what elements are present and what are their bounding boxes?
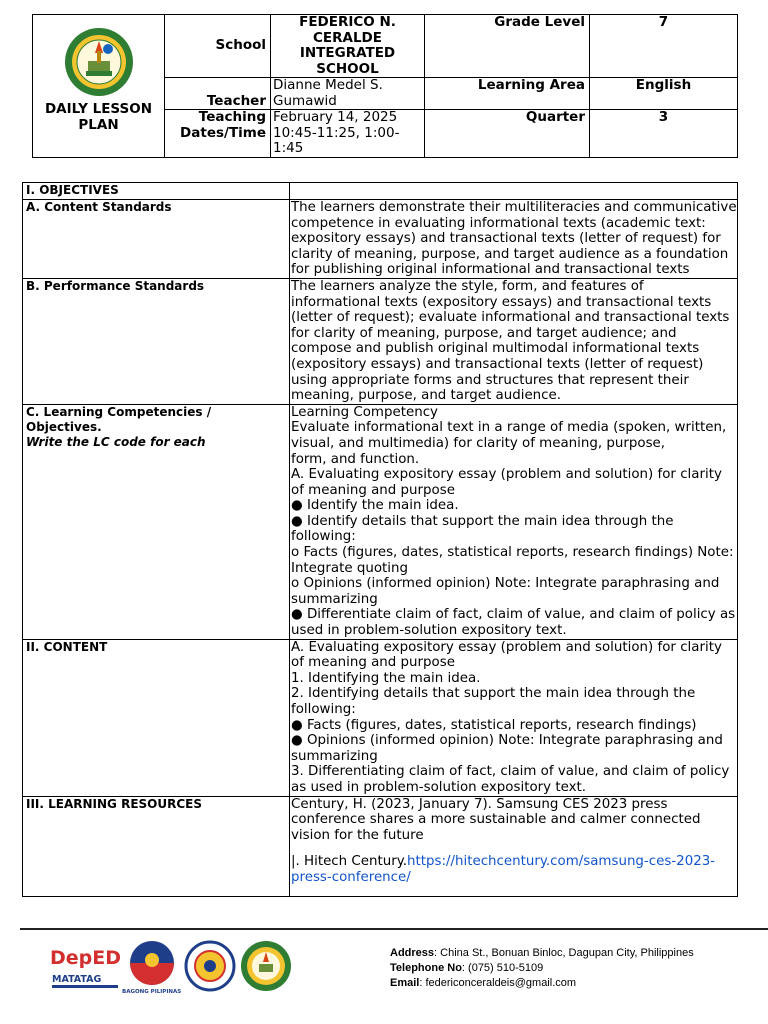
email-value[interactable]: : federiconceraldeis@gmail.com bbox=[419, 977, 577, 989]
school-logo-cell bbox=[33, 15, 165, 158]
resource-citation: Century, H. (2023, January 7). Samsung CES 2023 press conference shares a more sustainable and calmer connected vision for the future bbox=[291, 796, 701, 843]
telephone-label: Telephone No bbox=[390, 962, 462, 974]
objectives-heading: I. OBJECTIVES bbox=[23, 183, 290, 200]
lesson-plan-table bbox=[22, 182, 738, 897]
content-line: 1. Identifying the main idea. bbox=[291, 670, 481, 686]
matatag-logo-text: MATATAG bbox=[52, 974, 102, 985]
resource-source bbox=[291, 854, 737, 885]
grade-level-value: 7 bbox=[590, 15, 738, 78]
content-line: 2. Identifying details that support the main idea through the following: bbox=[291, 686, 696, 717]
school-seal-footer-logo bbox=[241, 941, 291, 991]
address-value: : China St., Bonuan Binloc, Dagupan City, Philippines bbox=[434, 947, 694, 959]
bagong-pilipinas-text: BAGONG PILIPINAS bbox=[122, 989, 182, 995]
competency-line: Learning Competency bbox=[291, 404, 438, 420]
content-standards-label: A. Content Standards bbox=[23, 200, 290, 279]
division-seal-logo bbox=[186, 942, 234, 990]
teacher-value: Dianne Medel S. Gumawid bbox=[271, 78, 425, 110]
competency-line: form, and function. bbox=[291, 451, 420, 467]
objectives-empty-cell bbox=[290, 183, 738, 200]
learning-area-value: English bbox=[590, 78, 738, 110]
resource-link[interactable]: https://hitechcentury.com/samsung-ces-2023-press-conference/ bbox=[291, 854, 716, 885]
teaching-dates-label: Teaching Dates/Time bbox=[165, 110, 271, 158]
learning-competencies-text bbox=[290, 404, 738, 639]
footer-divider bbox=[20, 928, 768, 930]
resource-source-prefix: |. Hitech Century. bbox=[291, 854, 407, 870]
learning-area-label: Learning Area bbox=[425, 78, 590, 110]
competency-line: ● Identify details that support the main idea through the following: bbox=[291, 513, 674, 545]
quarter-value: 3 bbox=[590, 110, 738, 158]
telephone-line bbox=[390, 961, 694, 976]
content-heading: II. CONTENT bbox=[23, 639, 290, 796]
bagong-pilipinas-logo bbox=[122, 941, 181, 995]
address-label: Address bbox=[390, 947, 435, 959]
learning-competencies-label-cell bbox=[23, 404, 290, 639]
address-line bbox=[390, 946, 694, 961]
deped-logo-text: DepED bbox=[50, 947, 122, 969]
lc-code-note: Write the LC code for each bbox=[26, 434, 206, 449]
learning-resources-heading: III. LEARNING RESOURCES bbox=[23, 796, 290, 896]
grade-level-label: Grade Level bbox=[425, 15, 590, 78]
performance-standards-label: B. Performance Standards bbox=[23, 278, 290, 404]
footer-contact-info bbox=[390, 946, 694, 991]
email-label: Email bbox=[390, 977, 420, 989]
performance-standards-text: The learners analyze the style, form, and features of informational texts (expository essays) and transactional texts (letter of request); evaluate informational and transactional texts for clarity of meaning, purpose, and target audience; and compose and publish original multimodal informational texts (expository essays) and transactional texts (letter of request) using appropriate forms and structures that represent their meaning, purpose, and target audience. bbox=[290, 278, 738, 404]
content-line: A. Evaluating expository essay (problem and solution) for clarity of meaning and purpose bbox=[291, 639, 722, 671]
email-line bbox=[390, 976, 694, 991]
competency-line: Evaluate informational text in a range of media (spoken, written, visual, and multimedia) for clarity of meaning, purpose, bbox=[291, 420, 727, 451]
competency-line: o Opinions (informed opinion) Note: Integrate paraphrasing and summarizing bbox=[291, 576, 720, 607]
content-standards-text: The learners demonstrate their multiliteracies and communicative competence in evaluating informational texts (academic text: expository essays) and transactional texts (letter of request) for clarity of meaning, purpose, and target audience as a foundation for publishing original informational and transactional texts bbox=[291, 200, 737, 278]
school-seal-logo bbox=[64, 27, 134, 97]
quarter-label: Quarter bbox=[425, 110, 590, 158]
telephone-value: : (075) 510-5109 bbox=[461, 962, 544, 974]
learning-resources-text bbox=[290, 796, 738, 896]
competency-line: ● Identify the main idea. bbox=[291, 498, 459, 514]
content-line: ● Opinions (informed opinion) Note: Integrate paraphrasing and summarizing bbox=[291, 733, 723, 764]
document-title: DAILY LESSON PLAN bbox=[44, 101, 153, 133]
school-label: School bbox=[165, 15, 271, 78]
competency-line: ● Differentiate claim of fact, claim of value, and claim of policy as used in problem-solution expository text. bbox=[291, 607, 736, 639]
content-line: 3. Differentiating claim of fact, claim of value, and claim of policy as used in problem-solution expository text. bbox=[291, 764, 730, 795]
competency-line: A. Evaluating expository essay (problem and solution) for clarity of meaning and purpose bbox=[291, 467, 722, 498]
teacher-label: Teacher bbox=[165, 78, 271, 110]
competency-line: o Facts (figures, dates, statistical reports, research findings) Note: Integrate quoting bbox=[291, 545, 734, 576]
content-line: ● Facts (figures, dates, statistical reports, research findings) bbox=[291, 717, 697, 733]
teaching-dates-value: February 14, 2025 10:45-11:25, 1:00-1:45 bbox=[271, 110, 425, 158]
content-text bbox=[290, 639, 738, 796]
deped-matatag-logo bbox=[50, 947, 121, 988]
learning-competencies-label: C. Learning Competencies / Objectives. bbox=[26, 404, 212, 434]
header-table bbox=[32, 14, 738, 158]
school-value: FEDERICO N. CERALDE INTEGRATED SCHOOL bbox=[271, 15, 425, 78]
footer-logos bbox=[48, 938, 293, 996]
